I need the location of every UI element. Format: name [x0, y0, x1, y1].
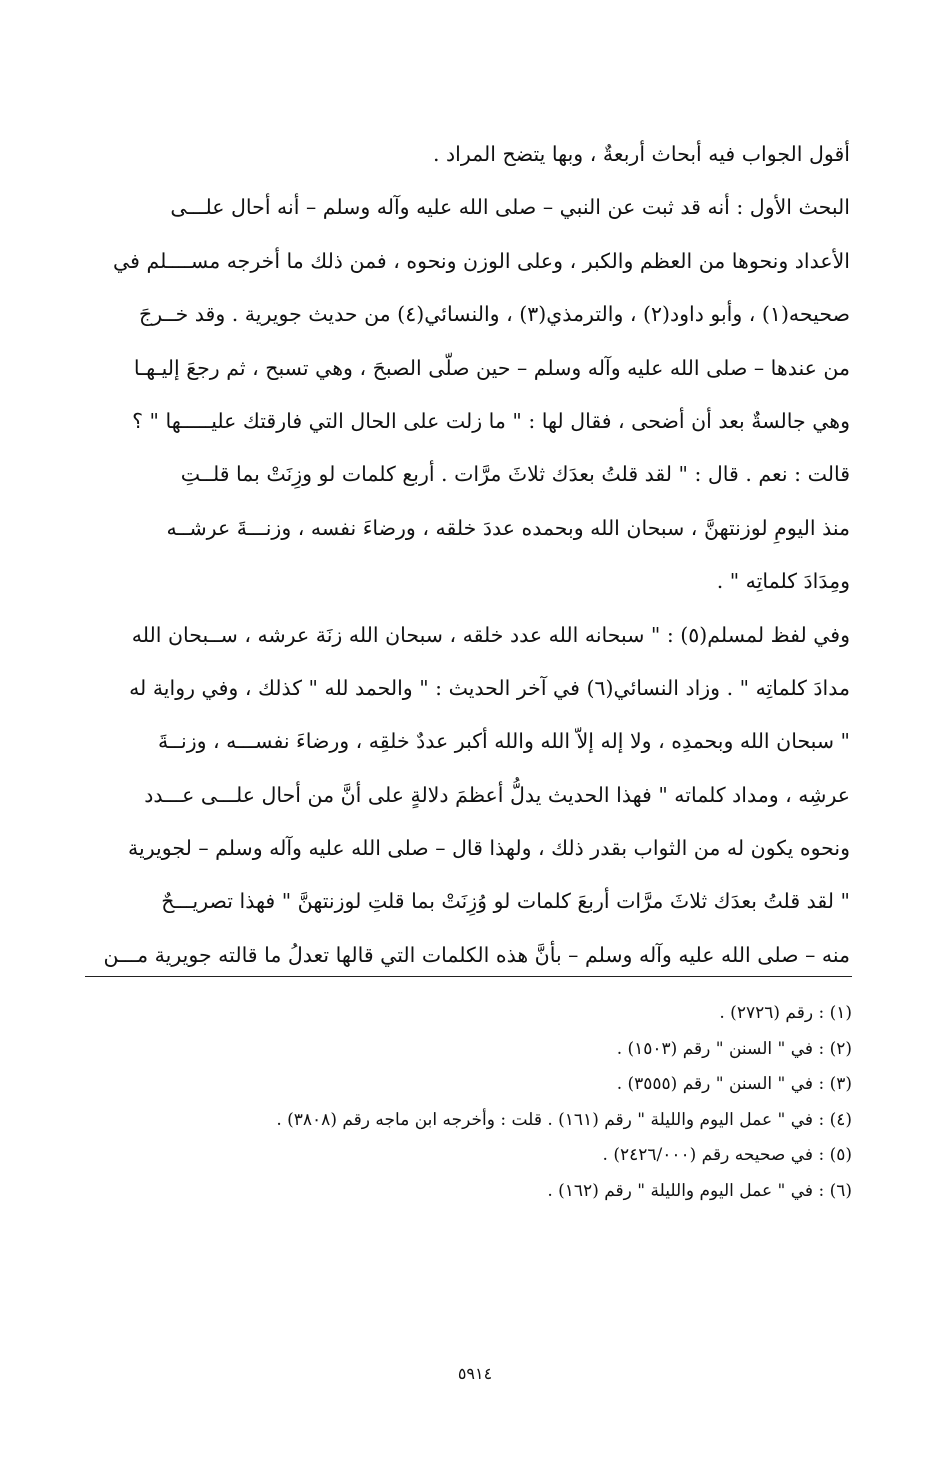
footnote-6: (٦) : في " عمل اليوم والليلة " رقم (١٦٢) . — [547, 1180, 852, 1201]
text-line: البحث الأول : أنه قد ثبت عن النبي – صلى الله عليه وآله وسلم – أنه أحال علـــى — [170, 195, 850, 220]
text-line: منه – صلى الله عليه وآله وسلم – بأنَّ هذه الكلمات التي قالها تعدلُ ما قالته جويرية مـــن — [103, 942, 850, 967]
footnote-1: (١) : رقم (٢٧٢٦) . — [719, 1003, 852, 1023]
text-line: وفي لفظ لمسلم(٥) : " سبحانه الله عدد خلقه ، سبحان الله زنَة عرشه ، ســبحان الله — [131, 622, 850, 647]
text-line: الأعداد ونحوها من العظم والكبر ، وعلى الوزن ونحوه ، فمن ذلك ما أخرجه مســــلم في — [113, 248, 850, 273]
text-line: أقول الجواب فيه أبحاث أربعةٌ ، وبها يتضح المراد . — [433, 142, 850, 166]
text-line: ونحوه يكون له من الثواب بقدر ذلك ، ولهذا قال – صلى الله عليه وآله وسلم – لجويرية — [128, 836, 850, 861]
footnote-2: (٢) : في " السنن " رقم (١٥٠٣) . — [616, 1038, 852, 1059]
main-text-block — [80, 128, 850, 982]
text-line: وهي جالسةٌ بعد أن أضحى ، فقال لها : " ما زلت على الحال التي فارقتك عليـــــها " ؟ — [132, 408, 850, 433]
footnote-5: (٥) : في صحيحه رقم (٢٤٢٦/٠٠٠) . — [602, 1145, 852, 1165]
page-number: ٥٩١٤ — [457, 1364, 493, 1383]
text-line: مدادَ كلماتِه " . وزاد النسائي(٦) في آخر الحديث : " والحمد لله " كذلك ، وفي رواية له — [129, 675, 850, 700]
text-line: ومِدَادَ كلماتِه " . — [716, 569, 850, 594]
text-line: عرشِه ، ومداد كلماته " فهذا الحديث يدلُّ أعظمَ دلالةٍ على أنَّ من أحال علـــى عـــدد — [144, 782, 850, 807]
footnote-3: (٣) : في " السنن " رقم (٣٥٥٥) . — [616, 1074, 852, 1094]
footnote-4: (٤) : في " عمل اليوم والليلة " رقم (١٦١) . قلت : وأخرجه ابن ماجه رقم (٣٨٠٨) . — [276, 1109, 852, 1130]
footnote-divider — [85, 976, 852, 977]
text-line: قالت : نعم . قال : " لقد قلتُ بعدَك ثلاثَ مرَّات . أربع كلمات لو وزِنَتْ بما قلــتِ — [180, 462, 850, 487]
text-line: " لقد قلتُ بعدَك ثلاثَ مرَّات أربعَ كلمات لو وُزِنَتْ بما قلتِ لوزنتهنَّ " فهذا تصريـــحٌ — [161, 889, 850, 914]
text-line: منذ اليومِ لوزنتهنَّ ، سبحان الله وبحمده عددَ خلقه ، ورضاءَ نفسه ، وزنـــةَ عرشــه — [166, 515, 850, 540]
footnotes — [200, 996, 852, 1209]
text-line: صحيحه(١) ، وأبو داود(٢) ، والترمذي(٣) ، والنسائي(٤) من حديث جويرية . وقد خــرجَ — [139, 302, 850, 327]
text-line: " سبحان الله وبحمدِه ، ولا إله إلاّ الله والله أكبر عددٌ خلقِه ، ورضاءَ نفســـه ، وزنــةَ — [158, 729, 850, 754]
text-line: من عندها – صلى الله عليه وآله وسلم – حين صلّى الصبحَ ، وهي تسبح ، ثم رجعَ إليـهـا — [133, 355, 850, 380]
